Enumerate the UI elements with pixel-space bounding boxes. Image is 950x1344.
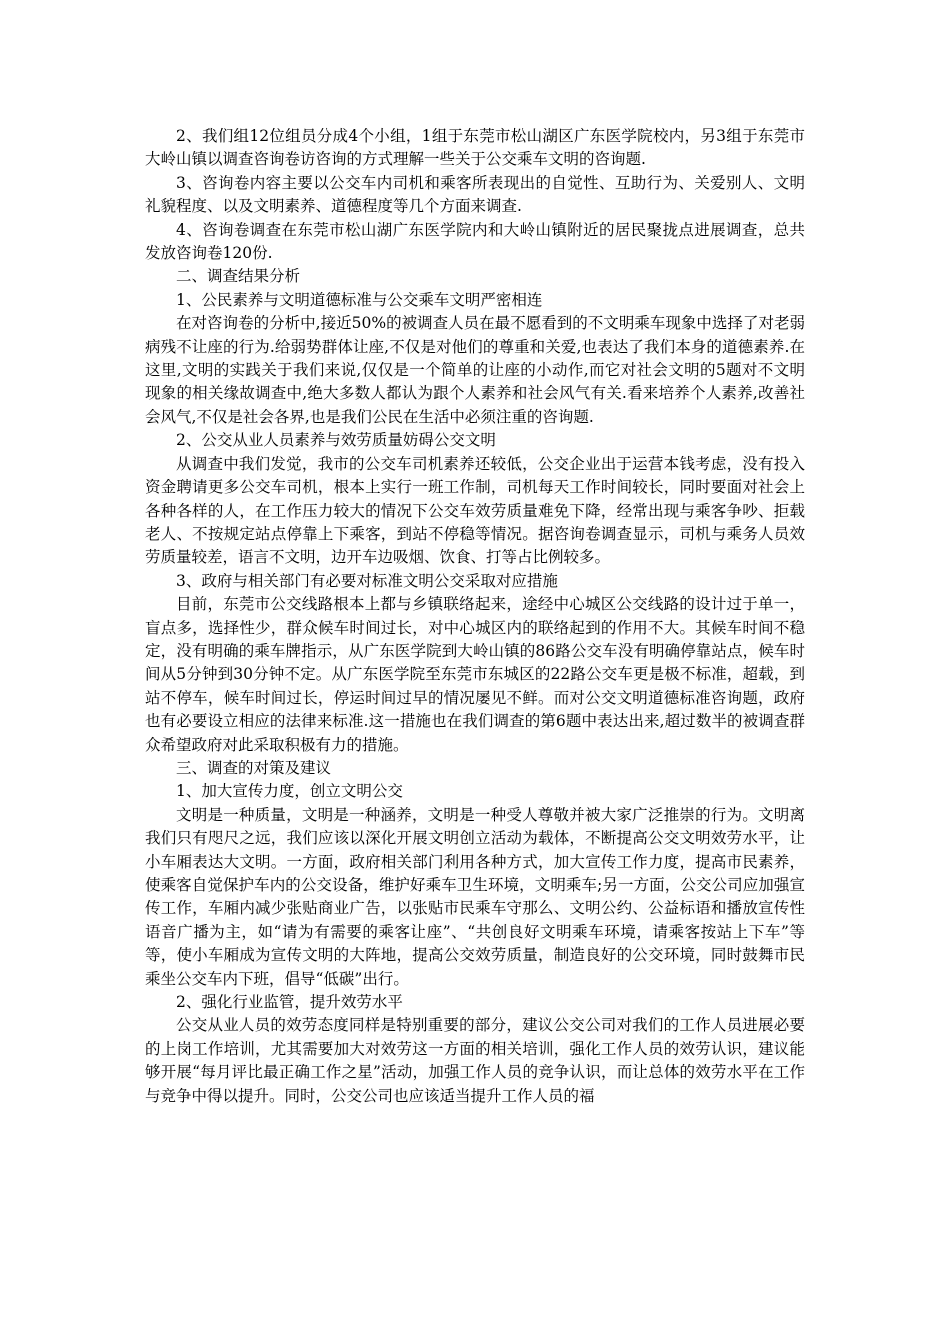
section-heading-suggestions: 三、调查的对策及建议 xyxy=(176,758,332,777)
paragraph-publicity: 文明是一种质量，文明是一种涵养，文明是一种受人尊敬并被大家广泛推崇的行为。文明离我们只有咫尺之远，我们应该以深化开展文明创立活动为载体，不断提高公交文明效劳水平，让小车厢表达大文明。一方面，政府相关部门利用各种方式，加大宣传工作力度，提高市民素养，使乘客自觉保护车内的公交设备，维护好乘车卫生环境，文明乘车;另一方面，公交公司应加强宣传工作，车厢内减少张贴商业广告，以张贴市民乘车守那么、文明公约、公益标语和播放宣传性语音广播为主，如“请为有需要的乘客让座”、“共创良好文明乘车环境，请乘客按站上下车”等等，使小车厢成为宣传文明的大阵地，提高公交效劳质量，制造良好的公交环境，同时鼓舞市民乘坐公交车内下班，倡导“低碳”出行。 xyxy=(145,805,805,988)
subheading-citizen-quality: 1、公民素养与文明道德标准与公交乘车文明严密相连 xyxy=(176,290,543,309)
paragraph-survey-location: 4、咨询卷调查在东莞市松山湖广东医学院内和大岭山镇附近的居民聚拢点进展调查，总共发放咨询卷120份. xyxy=(145,220,805,263)
subheading-publicity: 1、加大宣传力度，创立文明公交 xyxy=(176,782,403,801)
paragraph-group-division: 2、我们组12位组员分成4个小组，1组于东莞市松山湖区广东医学院校内，另3组于东莞市大岭山镇以调查咨询卷访咨询的方式理解一些关于公交乘车文明的咨询题. xyxy=(145,127,805,169)
paragraph-staff-quality: 从调查中我们发觉，我市的公交车司机素养还较低，公交企业出于运营本钱考虑，没有投入资金聘请更多公交车司机，根本上实行一班工作制，司机每天工作时间较长，同时要面对社会上各种各样的人，在工作压力较大的情况下公交车效劳质量难免下降，经常出现与乘客争吵、拒载老人、不按规定站点停靠上下乘客，到站不停稳等情况。据咨询卷调查显示，司机与乘务人员效劳质量较差，语言不文明，边开车边吸烟、饮食、打等占比例较多。 xyxy=(145,454,805,567)
paragraph-supervision: 公交从业人员的效劳态度同样是特别重要的部分，建议公交公司对我们的工作人员进展必要的上岗工作培训，尤其需要加大对效劳这一方面的相关培训，强化工作人员的效劳认识，建议能够开展“每月评比最正确工作之星”活动，加强工作人员的竞争认识，而让总体的效劳水平在工作与竞争中得以提升。同时，公交公司也应该适当提升工作人员的福 xyxy=(145,1016,805,1105)
subheading-staff-quality: 2、公交从业人员素养与效劳质量妨碍公交文明 xyxy=(176,431,496,450)
subheading-government-measures: 3、政府与相关部门有必要对标准文明公交采取对应措施 xyxy=(176,571,558,590)
document-body xyxy=(145,125,805,1108)
paragraph-citizen-quality: 在对咨询卷的分析中,接近50%的被调查人员在最不愿看到的不文明乘车现象中选择了对老弱病残不让座的行为.给弱势群体让座,不仅是对他们的尊重和关爱,也表达了我们本身的道德素养.在这里,文明的实践关于我们来说,仅仅是一个简单的让座的小动作,而它对社会文明的5题对不文明现象的相关缘故调查中,绝大多数人都认为跟个人素养和社会风气有关.看来培养个人素养,改善社会风气,不仅是社会各界,也是我们公民在生活中必须注重的咨询题. xyxy=(145,314,805,426)
subheading-supervision: 2、强化行业监管，提升效劳水平 xyxy=(176,993,403,1012)
paragraph-government-measures: 目前，东莞市公交线路根本上都与乡镇联络起来，途经中心城区公交线路的设计过于单一，盲点多，选择性少，群众候车时间过长，对中心城区内的联络起到的作用不大。其候车时间不稳定，没有明确的乘车牌指示，从广东医学院到大岭山镇的86路公交车没有明确停靠站点，候车时间从5分钟到30分钟不定。从广东医学院至东莞市东城区的22路公交车更是极不标准，超载，到站不停车，候车时间过长，停运时间过早的情况屡见不鲜。而对公交文明道德标准咨询题，政府也有必要设立相应的法律来标准.这一措施也在我们调查的第6题中表达出来,超过数半的被调查群众希望政府对此采取积极有力的措施。 xyxy=(145,595,805,754)
section-heading-analysis: 二、调查结果分析 xyxy=(176,267,301,286)
paragraph-questionnaire-content: 3、咨询卷内容主要以公交车内司机和乘客所表现出的自觉性、互助行为、关爱别人、文明礼貌程度、以及文明素养、道德程度等几个方面来调查. xyxy=(145,173,805,216)
